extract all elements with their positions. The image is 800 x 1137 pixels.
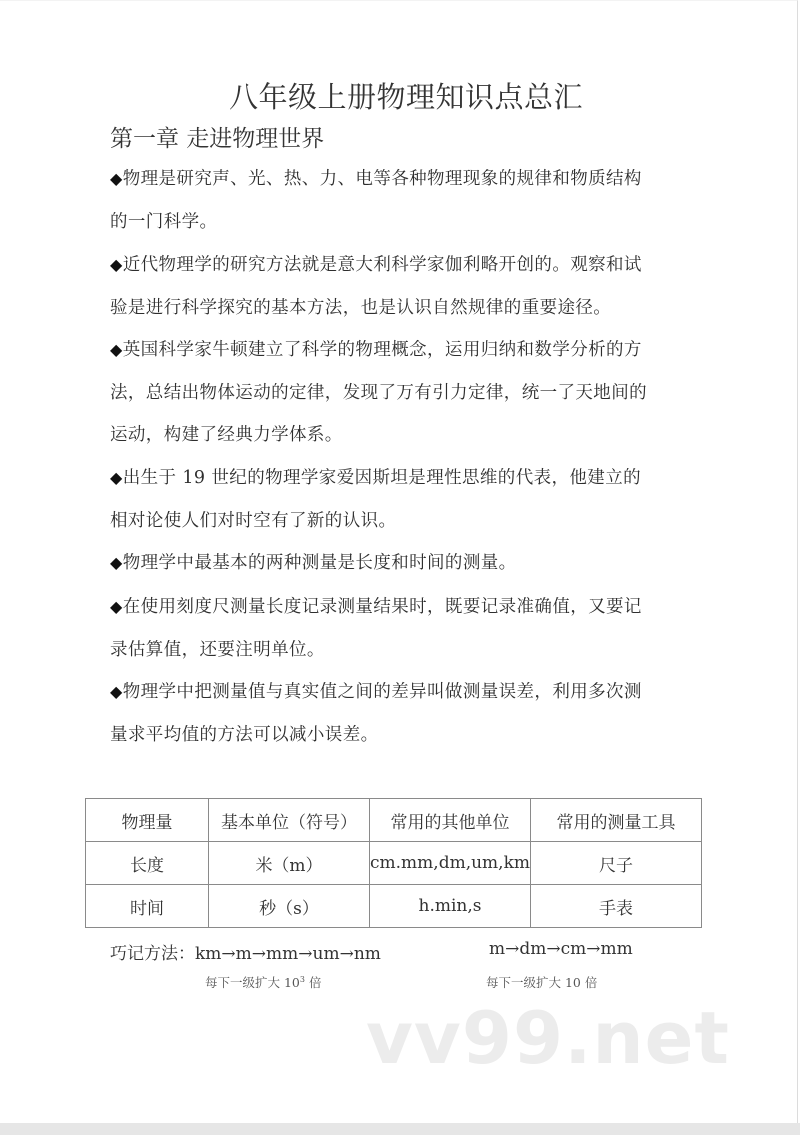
paragraph-7: ◆物理学中把测量值与真实值之间的差异叫做测量误差，利用多次测 量求平均值的方法可以减小误差。 [110,682,642,745]
table-cell: 尺子 [531,842,702,885]
diamond-bullet-icon: ◆ [110,255,123,274]
paragraph-1: ◆物理是研究声、光、热、力、电等各种物理现象的规律和物质结构 的一门科学。 [110,169,642,232]
unit-chain-metric: m→dm→cm→mm [489,939,633,959]
table-row [86,885,702,928]
table-cell: 米（m） [209,842,370,885]
paragraph-6: ◆在使用刻度尺测量长度记录测量结果时，既要记录准确值，又要记 录估算值，还要注明单位。 [110,597,642,660]
unit-chain-length: km→m→mm→um→nm [195,944,381,964]
table-header-cell: 物理量 [86,799,209,842]
table-cell: 秒（s） [209,885,370,928]
paragraph-3: ◆英国科学家牛顿建立了科学的物理概念，运用归纳和数学分析的方 法，总结出物体运动的定律，发现了万有引力定律，统一了天地间的 运动，构建了经典力学体系。 [110,340,647,445]
diamond-bullet-icon: ◆ [110,597,123,616]
diamond-bullet-icon: ◆ [110,468,123,487]
table-cell: 长度 [86,842,209,885]
diamond-bullet-icon: ◆ [110,682,123,701]
table-row [86,842,702,885]
table-header-cell: 基本单位（符号） [209,799,370,842]
mnemonic-note-1: 每下一级扩大 $10^3$ 倍 [205,974,322,990]
chapter-heading: 第一章 走进物理世界 [110,126,325,152]
table-cell: 手表 [531,885,702,928]
paragraph-4: ◆出生于 19 世纪的物理学家爱因斯坦是理性思维的代表，他建立的 相对论使人们对时空有了新的认识。 [110,468,642,531]
table-cell: 时间 [86,885,209,928]
mnemonic-label: 巧记方法： [110,944,195,964]
page-bottom-edge [0,1123,800,1135]
diamond-bullet-icon: ◆ [110,169,123,188]
document-title: 八年级上册物理知识点总汇 [228,80,583,114]
mnemonic-line [110,939,381,964]
watermark: vv99.net [366,996,730,1080]
table-header-cell: 常用的其他单位 [370,799,531,842]
table-cell: cm.mm,dm,um,km [370,842,531,885]
table-header-row [86,799,702,842]
units-table [85,798,702,928]
diamond-bullet-icon: ◆ [110,553,123,572]
paragraph-5: ◆物理学中最基本的两种测量是长度和时间的测量。 [110,553,517,573]
table-cell: h.min,s [370,885,531,928]
diamond-bullet-icon: ◆ [110,340,123,359]
table-header-cell: 常用的测量工具 [531,799,702,842]
mnemonic-note-2: 每下一级扩大 10 倍 [486,975,598,990]
paragraph-2: ◆近代物理学的研究方法就是意大利科学家伽利略开创的。观察和试 验是进行科学探究的基本方法，也是认识自然规律的重要途径。 [110,255,642,318]
